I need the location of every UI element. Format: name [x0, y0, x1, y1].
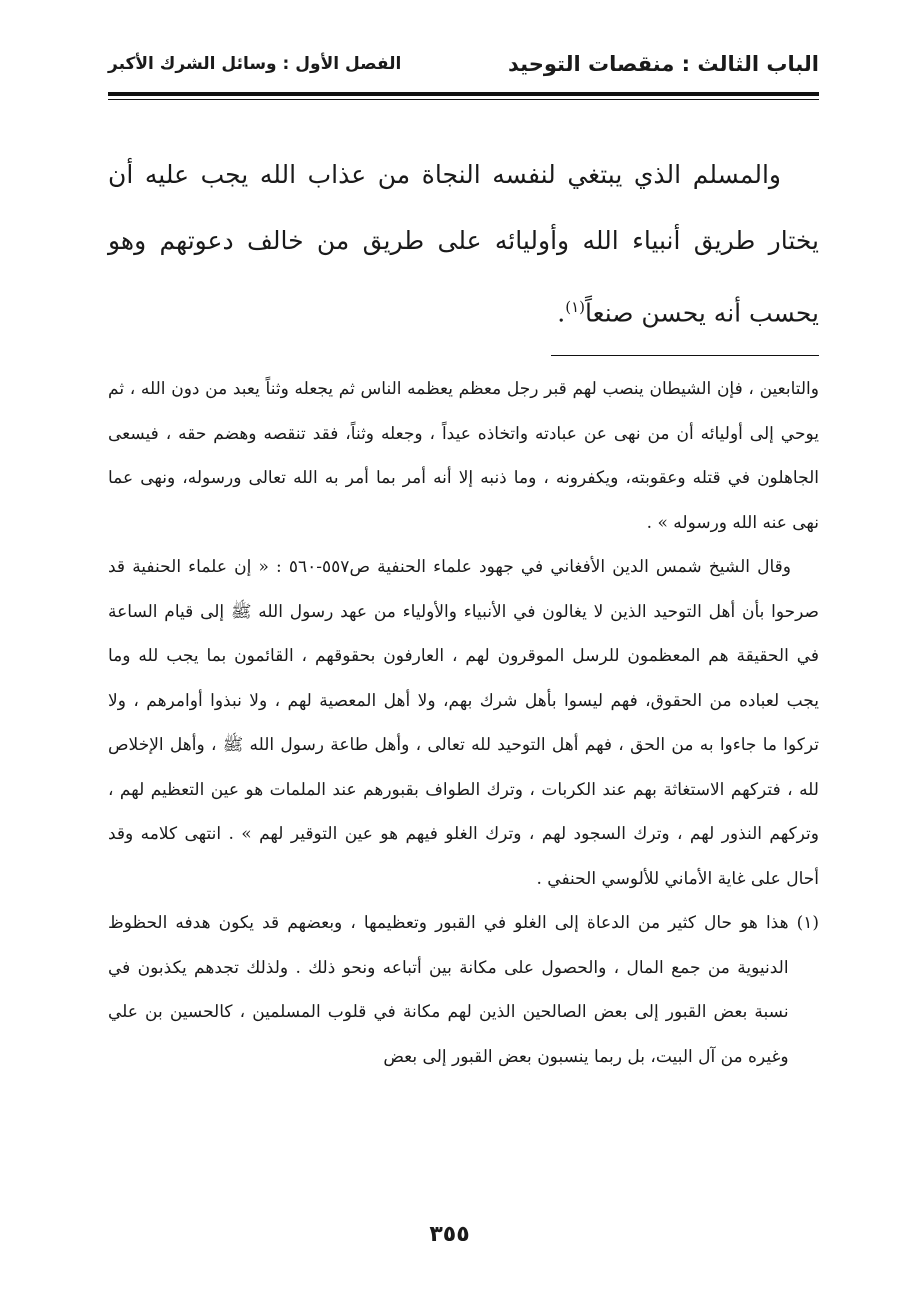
- footnote-reference[interactable]: (١): [565, 298, 586, 316]
- footnote-1-number: (١): [796, 913, 819, 933]
- section-title: الفصل الأول : وسائل الشرك الأكبر: [108, 54, 402, 74]
- header-rule-thin: [108, 99, 819, 100]
- header-rule-thick: [108, 92, 819, 96]
- page-number: ٣٥٥: [429, 1222, 470, 1247]
- footnote-quote-paragraph: وقال الشيخ شمس الدين الأفغاني في جهود علماء الحنفية ص٥٥٧-٥٦٠ : « إن علماء الحنفية قد صرحوا بأن أهل التوحيد الذين لا يغالون في الأنبياء والأولياء من عهد رسول الله ﷺ إلى قيام الساعة في الحقيقة هم المعظمون للرسل الموقرون لهم ، العارفون بحقوقهم ، القائمون بما يجب لله وما يجب لعباده من الحقوق، فهم ليسوا بأهل شرك بهم، ولا أهل المعصية لهم ، ولا نبذوا أوامرهم ، ولا تركوا ما جاءوا به من الحق ، فهم أهل التوحيد لله تعالى ، وأهل طاعة رسول الله ﷺ ، وأهل الإخلاص لله ، فتركهم الاستغاثة بهم عند الكربات ، وترك الطواف بقبورهم عند الملمات هو عين التعظيم لهم ، وتركهم النذور لهم ، وترك السجود لهم ، وترك الغلو فيهم هو عين التوقير لهم » . انتهى كلامه وقد أحال على غاية الأماني للألوسي الحنفي .: [108, 557, 819, 889]
- main-paragraph: [108, 142, 819, 346]
- main-text: والمسلم الذي يبتغي لنفسه النجاة من عذاب الله يجب عليه أن يختار طريق أنبياء الله وأوليائه على طريق من خالف دعوتهم وهو يحسب أنه يحسن صنعاً: [108, 160, 819, 328]
- main-text-end: .: [557, 298, 566, 328]
- footnote-separator: [551, 355, 819, 356]
- running-header: [108, 44, 819, 84]
- footnote-1: [108, 901, 819, 1079]
- footnote-1-text: هذا هو حال كثير من الدعاة إلى الغلو في القبور وتعظيمها ، وبعضهم قد يكون هدفه الحظوظ الدنيوية من جمع المال ، والحصول على مكانة بين أتباعه ونحو ذلك . ولذلك تجدهم يكذبون في نسبة بعض القبور إلى بعض الصالحين الذين لهم مكانة في قلوب المسلمين ، كالحسين بن علي وغيره من آل البيت، بل ربما ينسبون بعض القبور إلى بعض: [108, 913, 789, 1067]
- footnotes-section: [108, 367, 819, 1079]
- footnote-continuation: والتابعين ، فإن الشيطان ينصب لهم قبر رجل معظم يعظمه الناس ثم يجعله وثناً يعبد من دون الله ، ثم يوحي إلى أوليائه أن من نهى عن عبادته واتخاذه عيداً ، وجعله وثناً، فقد تنقصه وهضم حقه ، فيسعى الجاهلون في قتله وعقوبته، ويكفرونه ، وما ذنبه إلا أنه أمر بما أمر به الله تعالى ورسوله، ونهى عما نهى عنه الله ورسوله » .: [108, 379, 819, 533]
- chapter-title: الباب الثالث : منقصات التوحيد: [508, 52, 819, 76]
